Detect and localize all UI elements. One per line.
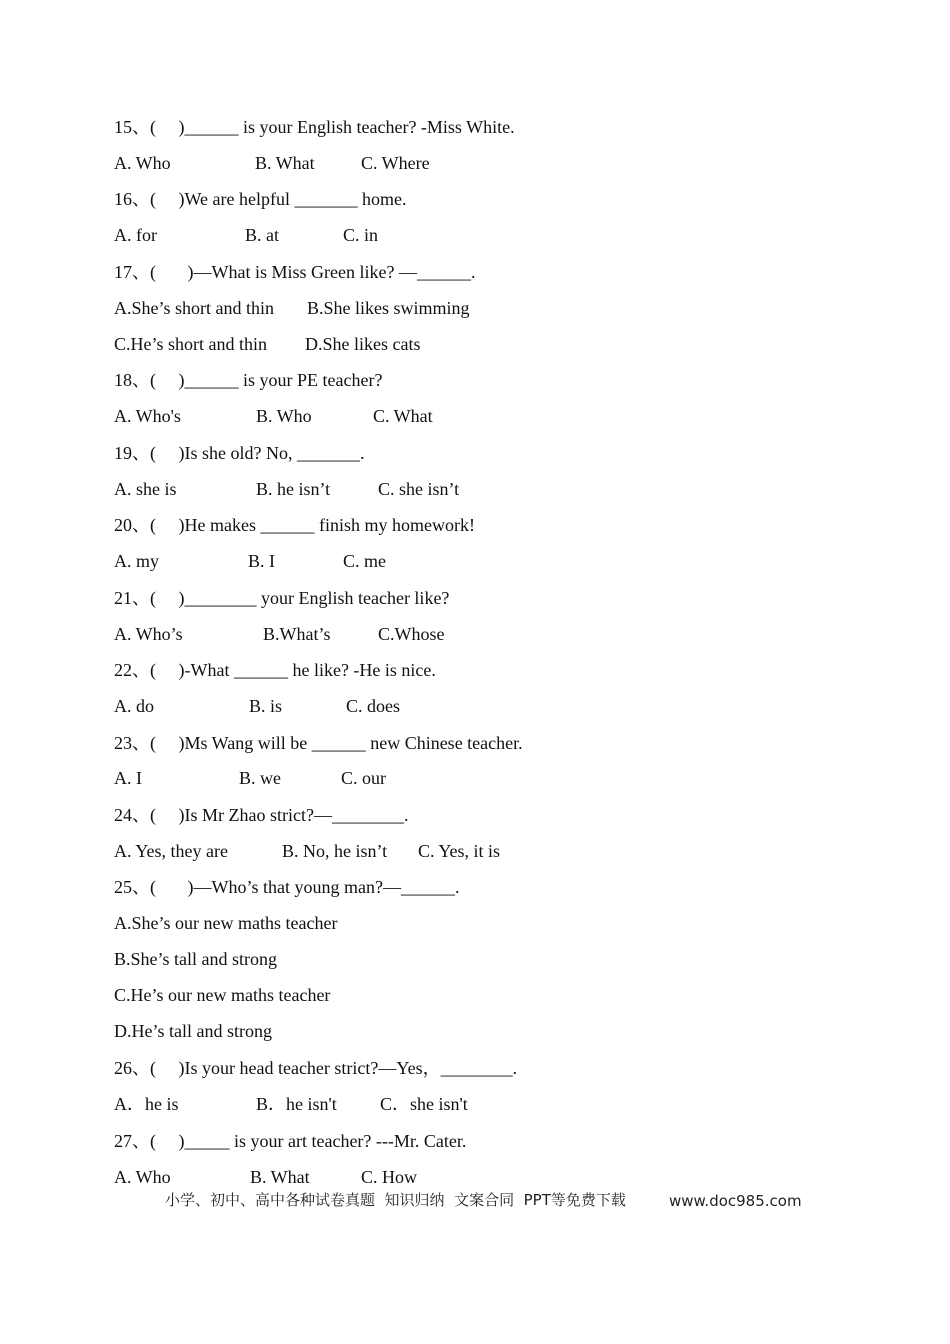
question-20: 20、( )He makes ______ finish my homework! <box>114 515 475 535</box>
option-c: C. in <box>343 225 379 245</box>
question-25: 25、( )—Who’s that young man?—______. <box>114 877 460 897</box>
question-15: 15、( )______ is your English teacher? -Miss White. <box>114 117 515 137</box>
option-a: A. she is <box>114 479 177 499</box>
option-d: D.He’s tall and strong <box>114 1021 272 1041</box>
question-18: 18、( )______ is your PE teacher? <box>114 370 383 390</box>
option-c: C. our <box>341 768 386 788</box>
option-b: B. he isn’t <box>256 479 331 499</box>
option-c: C. she isn’t <box>378 479 460 499</box>
option-b: B. we <box>239 768 281 788</box>
option-b: B．he isn't <box>256 1094 337 1114</box>
option-a: A. Who’s <box>114 624 183 644</box>
option-a: A. for <box>114 225 157 245</box>
option-c: C. What <box>373 406 433 426</box>
option-d: D.She likes cats <box>305 334 421 354</box>
option-a: A. my <box>114 551 159 571</box>
option-b: B. I <box>248 551 275 571</box>
option-c: C.He’s our new maths teacher <box>114 985 331 1005</box>
footer-url[interactable]: www.doc985.com <box>669 1192 802 1210</box>
option-c: C.He’s short and thin <box>114 334 267 354</box>
option-c: C.Whose <box>378 624 445 644</box>
option-c: C. does <box>346 696 400 716</box>
option-a: A. Yes, they are <box>114 841 228 861</box>
question-22: 22、( )-What ______ he like? -He is nice. <box>114 660 436 680</box>
option-b: B.She likes swimming <box>307 298 470 318</box>
option-b: B. No, he isn’t <box>282 841 388 861</box>
question-24: 24、( )Is Mr Zhao strict?—________. <box>114 805 409 825</box>
question-21: 21、( )________ your English teacher like? <box>114 588 450 608</box>
option-c: C．she isn't <box>380 1094 468 1114</box>
option-b: B. is <box>249 696 283 716</box>
question-17: 17、( )—What is Miss Green like? —______. <box>114 262 476 282</box>
question-19: 19、( )Is she old? No, _______. <box>114 443 365 463</box>
option-b: B. at <box>245 225 279 245</box>
option-c: C. Where <box>361 153 430 173</box>
option-b: B. What <box>255 153 315 173</box>
option-a: A．he is <box>114 1094 179 1114</box>
footer-text: 小学、初中、高中各种试卷真题 知识归纳 文案合同 PPT等免费下载 <box>165 1191 626 1209</box>
option-a: A.She’s our new maths teacher <box>114 913 338 933</box>
option-b: B. What <box>250 1167 310 1187</box>
question-26: 26、( )Is your head teacher strict?—Yes，________. <box>114 1058 518 1078</box>
option-c: C. me <box>343 551 386 571</box>
option-b: B.What’s <box>263 624 331 644</box>
option-a: A. Who <box>114 1167 171 1187</box>
option-a: A. I <box>114 768 142 788</box>
question-23: 23、( )Ms Wang will be ______ new Chinese teacher. <box>114 733 523 753</box>
option-c: C. Yes, it is <box>418 841 501 861</box>
option-a: A. do <box>114 696 154 716</box>
option-a: A.She’s short and thin <box>114 298 274 318</box>
option-a: A. Who <box>114 153 171 173</box>
option-b: B. Who <box>256 406 312 426</box>
option-b: B.She’s tall and strong <box>114 949 277 969</box>
option-c: C. How <box>361 1167 418 1187</box>
question-27: 27、( )_____ is your art teacher? ---Mr. Cater. <box>114 1131 467 1151</box>
question-16: 16、( )We are helpful _______ home. <box>114 189 407 209</box>
option-a: A. Who's <box>114 406 181 426</box>
